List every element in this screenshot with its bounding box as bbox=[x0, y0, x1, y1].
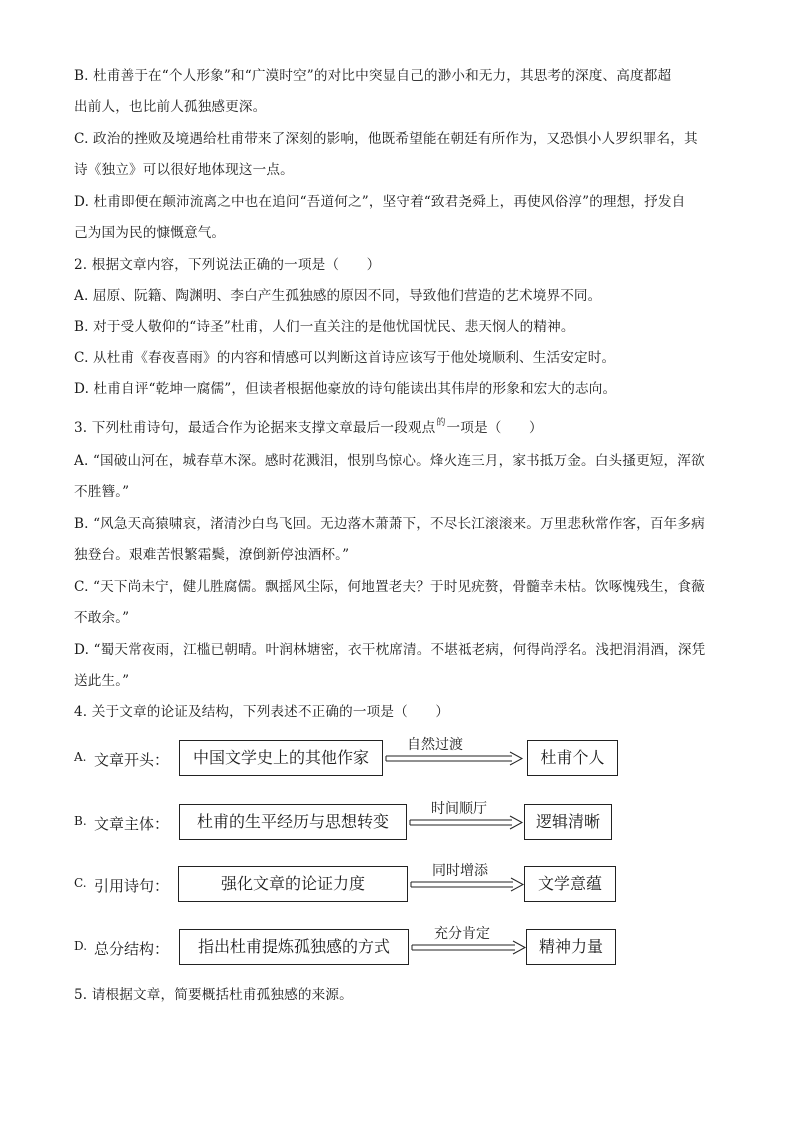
q4-option-b-diagram bbox=[74, 801, 634, 844]
q4-option-a-diagram bbox=[74, 737, 634, 780]
q3-option-c-line2: 不敢余。” bbox=[74, 610, 130, 626]
q4-option-d-diagram bbox=[74, 926, 634, 969]
q4-option-c-diagram bbox=[74, 863, 634, 906]
q4-option-b-arrow-icon bbox=[410, 816, 530, 830]
q1-option-d-line2: 己为国为民的慷慨意气。 bbox=[74, 225, 226, 241]
q4-option-a-label: A. bbox=[74, 750, 87, 764]
q5-stem: 5. 请根据文章，简要概括杜甫孤独感的来源。 bbox=[74, 987, 353, 1003]
q3-option-d-line1: D. “蜀天常夜雨，江槛已朝晴。叶润林塘密，衣干枕席清。不堪祗老病，何得尚浮名。浅把涓涓酒，深凭 bbox=[74, 642, 706, 658]
q1-option-c-line2: 诗《独立》可以很好地体现这一点。 bbox=[74, 162, 294, 178]
q4-option-a-arrow-label: 自然过渡 bbox=[407, 737, 463, 753]
q1-option-d-line1: D. 杜甫即便在颠沛流离之中也在追问“吾道何之”，坚守着“致君尧舜上，再使风俗淳”的理想，抒发自 bbox=[74, 194, 686, 210]
q3-stem-superscript: 的 bbox=[436, 418, 446, 428]
q4-option-d-arrow-label: 充分肯定 bbox=[434, 926, 490, 942]
q4-option-d-right-box: 精神力量 bbox=[526, 929, 616, 965]
q4-option-d-arrow-icon bbox=[412, 941, 532, 955]
q2-stem: 2. 根据文章内容，下列说法正确的一项是（ ） bbox=[74, 257, 381, 273]
q4-option-c-arrow-icon bbox=[411, 878, 531, 892]
q3-option-a-line1: A. “国破山河在，城春草木深。感时花溅泪，恨别鸟惊心。烽火连三月，家书抵万金。白头搔更短，浑欲 bbox=[74, 453, 705, 469]
q3-stem-before: 3. 下列杜甫诗句，最适合作为论据来支撑文章最后一段观点 bbox=[74, 420, 436, 436]
q4-option-c-label: C. bbox=[74, 876, 87, 890]
q3-option-c-line1: C. “天下尚未宁，健儿胜腐儒。飘摇风尘际，何地置老夫？于时见疣赘，骨髓幸未枯。饮啄愧残生，食薇 bbox=[74, 579, 705, 595]
q4-option-b-label: B. bbox=[74, 814, 87, 828]
q4-option-a-arrow-icon bbox=[386, 752, 526, 766]
q4-option-d-prefix: 总分结构： bbox=[94, 940, 170, 958]
q4-stem: 4. 关于文章的论证及结构，下列表述不正确的一项是（ ） bbox=[74, 704, 450, 720]
q4-option-c-left-box: 强化文章的论证力度 bbox=[178, 866, 408, 902]
q4-option-b-right-box: 逻辑清晰 bbox=[524, 804, 612, 840]
q3-option-b-line2: 独登台。艰难苦恨繁霜鬓，潦倒新停浊酒杯。” bbox=[74, 547, 350, 563]
q2-option-a: A. 屈原、阮籍、陶渊明、李白产生孤独感的原因不同，导致他们营造的艺术境界不同。 bbox=[74, 288, 602, 304]
q2-option-c: C. 从杜甫《春夜喜雨》的内容和情感可以判断这首诗应该写于他处境顺利、生活安定时。 bbox=[74, 350, 616, 366]
q4-option-a-right-box: 杜甫个人 bbox=[527, 740, 618, 776]
q1-option-c-line1: C. 政治的挫败及境遇给杜甫带来了深刻的影响，他既希望能在朝廷有所作为，又恐惧小人罗织罪名，其 bbox=[74, 131, 698, 147]
q4-option-c-prefix: 引用诗句： bbox=[94, 877, 170, 895]
q4-option-d-left-box: 指出杜甫提炼孤独感的方式 bbox=[179, 929, 409, 965]
q4-option-b-prefix: 文章主体： bbox=[94, 815, 170, 833]
q4-option-c-arrow-label: 同时增添 bbox=[432, 863, 488, 879]
q4-option-a-prefix: 文章开头： bbox=[94, 751, 170, 769]
q3-option-b-line1: B. “风急天高猿啸哀，渚清沙白鸟飞回。无边落木萧萧下，不尽长江滚滚来。万里悲秋常作客，百年多病 bbox=[74, 516, 705, 532]
q4-option-b-arrow-label: 时间顺厅 bbox=[431, 801, 487, 817]
q3-stem bbox=[74, 419, 543, 439]
q4-option-a-left-box: 中国文学史上的其他作家 bbox=[179, 740, 383, 776]
q3-stem-after: 一项是（ ） bbox=[446, 420, 543, 436]
q2-option-d: D. 杜甫自评“乾坤一腐儒”，但读者根据他豪放的诗句能读出其伟岸的形象和宏大的志向。 bbox=[74, 381, 617, 397]
q2-option-b: B. 对于受人敬仰的“诗圣”杜甫，人们一直关注的是他忧国忧民、悲天悯人的精神。 bbox=[74, 319, 575, 335]
q1-option-b-line2: 出前人，也比前人孤独感更深。 bbox=[74, 99, 267, 115]
q1-option-b-line1: B. 杜甫善于在“个人形象”和“广漠时空”的对比中突显自己的渺小和无力，其思考的深度、高度都超 bbox=[74, 68, 672, 84]
q4-option-d-label: D. bbox=[74, 939, 88, 953]
q3-option-d-line2: 送此生。” bbox=[74, 673, 130, 689]
q3-option-a-line2: 不胜簪。” bbox=[74, 484, 130, 500]
q4-option-b-left-box: 杜甫的生平经历与思想转变 bbox=[179, 804, 407, 840]
q4-option-c-right-box: 文学意蕴 bbox=[524, 866, 616, 902]
